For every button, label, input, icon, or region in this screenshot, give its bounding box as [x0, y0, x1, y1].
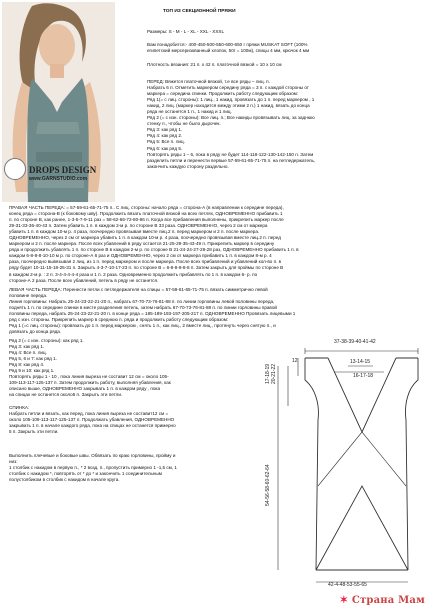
front-intro-line: Ряд 5: Все п. лиц.	[147, 139, 185, 145]
right-front-line: стороне-А 2 раза. После всех убавлений, петель в ряду не останется.	[9, 277, 159, 283]
rows-block	[9, 338, 171, 398]
rows-line: Ряд 2 (= с изн. стороны): как ряд 1.	[9, 338, 84, 343]
right-front-line: конец ряда = сторона-В (к боковому шву). Продолжить вязать платочной вязкой на всех петлях, ОДНОВРЕМЕННО прибавить 1	[9, 211, 283, 217]
schematic-armhole: 17-18-19 20-21-22	[265, 363, 277, 384]
right-front-line: ПРАВАЯ ЧАСТЬ ПЕРЕДА: = 57-59-61-65-71-75 п.. С лиц. стороны: начало ряда = сторона-А (в направлении к середине переда),	[9, 205, 284, 210]
left-front-line: Ряд 1 (=с лиц. стороны): провязать до 1 п. перед маркером , снять 1 п., как лиц., 2 вместе лиц., протянуть через снятую п., и	[9, 323, 276, 329]
right-front-line: 29-31-33-36-40-43 п. Затем убавить 1 п. в каждом 2-м р. по стороне В 33 раза. ОДНОВРЕМЕННО, через 2 см от маркера	[9, 223, 268, 229]
front-intro-line: Ряд 6: как ряд 5.	[147, 145, 183, 151]
left-front-line: поднять 1 п. по середине спинки в месте разделения петель, затем набрать 67-70-73-76-81-88 п. по линии горловины правой	[9, 305, 277, 311]
left-front-line: ряд с изн. стороны. Прикрепить маркер в среднюю п. ряда и продолжить работу следующим образом:	[9, 317, 229, 323]
page-title: ТОП ИЗ СЕКЦИОННОЙ ПРЯЖИ	[163, 9, 236, 14]
schematic-neck-inner-2: 16-17-18	[353, 373, 374, 379]
rows-line: Повторять ряды 1 - 10 , пока линия выреза не составит 12 см = около 105-	[9, 374, 169, 380]
finishing-line: низ:	[9, 459, 18, 465]
rows-line: Ряд 3: как ряд 1.	[9, 344, 45, 350]
front-intro-line: стенку п., чтобы не было дырочек.	[147, 121, 221, 127]
brand-name: DROPS DESIGN	[29, 165, 97, 175]
back-line: около 105-109-113-117-125-137 п. Продолжать убавления, ОДНОВРЕМЕННО	[9, 417, 175, 423]
materials-line: Вам понадобится:- 400-450-500-550-600-650 г пряжи MUSKAT SOFT (100%	[147, 42, 308, 47]
front-intro-line: ряда не останется 1 п., 1 накид и 1 лиц.	[147, 109, 232, 115]
rows-line: Ряд 5, 6 и 7: как ряд 1.	[9, 356, 57, 362]
right-front-line: каждом 6-8-8-8-10-10 м р. по стороне-А 6 раз и ОДНОВРЕМЕННО, через 2 см от маркера прибавить 1 п. в каждом 8-м р. 4	[9, 253, 272, 259]
left-front-line: довязать до конца ряда.	[9, 329, 62, 335]
front-intro-line: Ряд 4: как ряд 2.	[147, 133, 183, 139]
sizes-line: Размеры: S - M - L - XL - XXL - XXXL	[147, 29, 225, 34]
finishing-line: 1 столбик с накидом в первую п., * 2 возд. п., пропустить примерно 1 -1,5 см, 1	[9, 465, 177, 471]
brand-site: www.GARNSTUDIO.com	[29, 176, 88, 182]
watermark	[340, 595, 425, 606]
right-front-line: ряда и продолжить убавлять 1 п. по стороне В в каждом 2-м р. по стороне В 21-24-24-27-28-28 раз, ОДНОВРЕМЕННО прибавить 1 п. в	[9, 247, 299, 253]
right-front-line: маркером и 2 п. после маркера. После всех убавлений в ряду остается 21-25-29-35-43-49 п. Прикрепить маркер в середину	[9, 241, 275, 247]
finishing-block	[9, 453, 177, 483]
back-line: Набрать петли и вязать, как перед, пока линия выреза не составит12 см =	[9, 411, 169, 417]
right-front-line: п. по стороне В, как ранее, 1-3-5-7-9-11 раз = 58-62-66-72-80-86 п. Когда все прибавления выполнены, прикрепить маркер после	[9, 217, 284, 223]
front-intro-line: ПЕРЕД: Вяжется платочной вязкой, т.е все ряды – лиц. п.	[147, 79, 270, 84]
rows-line: Ряд 8: как ряд 4.	[9, 362, 45, 368]
front-intro-line: Ряд 2 (= с изн. стороны): Все лиц. п.; Все накиды провязывать лиц. за заднюю	[147, 115, 315, 121]
left-front-block	[9, 287, 295, 335]
front-intro-line: Ряд 3: как ряд 1.	[147, 127, 183, 133]
schematic-bottom: 42-4-48-53-55-65	[328, 582, 367, 588]
finishing-line: столбик с накидом *, повторять от * до * и закончить 1 соединительным	[9, 471, 162, 477]
schematic-length: 54-56-58-60-62-64	[265, 464, 271, 506]
front-intro-line: закончить каждую сторону раздельно.	[147, 163, 229, 169]
schematic-left-num: 12	[292, 358, 298, 364]
schematic-svg	[265, 336, 428, 596]
rows-line: описано выше, ОДНОВРЕМЕННО закрывать 1 п. в каждом ряду , пока	[9, 386, 161, 392]
rows-line: Ряд 9 и 10: как ряд 1.	[9, 368, 55, 374]
left-front-line: половины переда, набрать 25-24-23-22-21-20 п. в конце ряда = 185-189-193-197-205-217 п. ОДНОВРЕМЕННО Провязать лицевыми 1	[9, 311, 296, 317]
front-intro-line: Набрать 6 п. Отметить маркером середину ряда = 3 п. с каждой стороны от	[147, 85, 309, 91]
left-front-line: Линия горловины: Набрать 25-24-23-22-21-20 п., набрать 67-70-73-76-81-88 п. по линии горловины левой половины переда,	[9, 299, 275, 305]
front-intro-line: маркера = середина спинки. Продолжить работу следующим образом:	[147, 91, 299, 97]
back-line: СПИНКА:	[9, 405, 30, 410]
front-intro-block	[147, 79, 315, 170]
right-front-line: в каждом 2-м р. : 2 п. 3-4-4-4-4-4 раза и 1 п. 2 раза. Одновременно продолжить прибавлять по 1 п. в каждом 6- р. по	[9, 271, 258, 277]
finishing-line: Выполнить плечевые и боковые швы. Обвязать по краю горловины, пройму и	[9, 453, 176, 458]
schematic-top-width: 37-38-39-40-41-42	[334, 339, 376, 345]
rows-line: Ряд 4: Все п. лиц.	[9, 350, 47, 356]
front-intro-line: Повторять ряды 1 – 6, пока в ряду не будет 114-118-122-130-142-150 п. Затем	[147, 151, 314, 157]
right-front-block	[9, 205, 299, 284]
drops-logo-icon	[4, 158, 26, 180]
rows-line: на спицах не останется около5 п. Закрыть эти петли.	[9, 392, 123, 398]
watermark-text: Страна Мам	[351, 595, 425, 606]
back-line: 5 п. Закрыть эти петли.	[9, 429, 59, 435]
finishing-line: полустолбиком в столбик с накидом в начале круга.	[9, 477, 120, 483]
front-intro-line: Ряд 1(= с лиц. стороны): 1 лиц., 1 накид, провязать до 1 п. перед маркером , 1	[147, 97, 315, 103]
right-front-line: ОДНОВРЕМЕННО, через 2 см от маркера убавить 1 п. в каждом 10-м р. 4 раза, поочередно провязывая вместе лиц.2 п. перед	[9, 235, 281, 241]
schematic-diagram	[265, 336, 428, 596]
gauge-line: Плотность вязания: 21 п. х 42 п. платочной вязкой = 10 х 10 см	[147, 62, 282, 67]
materials-block	[147, 42, 309, 54]
left-front-line: половине переда.	[9, 293, 48, 299]
rows-line: 109-113-117-125-137 п. Затем продолжить работу, выполняя убавления, как	[9, 380, 171, 386]
right-front-line: ряду будет 10-11-15-18-25-31 п. Закрыть 4-3-7-10-17-23 п. по стороне В = 6-8-8-8-8-8 п. Затем закрыть для проймы по стороне В	[9, 265, 284, 271]
back-block	[9, 405, 176, 435]
front-intro-line: накид, 2 лиц. (маркер находится между этими 2 п.) 1 накид, вязать до конца	[147, 103, 310, 109]
back-line: закрывать 1 п. в начале каждого ряда, пока на спицах не останется примерно	[9, 423, 176, 429]
right-front-line: убавить 1 п. в каждом 10-м р. 4 раза, поочередно провязывая вместе лиц.2 п. перед маркером и 2 п. после маркера.	[9, 229, 260, 235]
front-intro-line: разделить петли и перенести первые 57-59-61-65-71-75 п. на петледержатель,	[147, 157, 316, 163]
star-icon: ✶	[339, 595, 349, 606]
left-front-line: ЛЕВАЯ ЧАСТЬ ПЕРЕДА: Перенести петли с петледержателя на спицы = 57-59-61-65-71-75 п. вязать симметрично левой	[9, 287, 268, 292]
right-front-line: раза, поочередно вывязывая 2 лиц. из 1 п. перед маркером и после маркера. После всех прибавлений и убавлений кол-во п. в	[9, 259, 282, 265]
schematic-neck-inner: 13-14-15	[350, 359, 371, 365]
materials-line: египетский мерсеризованный хлопок, 50г = 100м), спицы 4 мм, крючок 4 мм	[147, 48, 310, 54]
